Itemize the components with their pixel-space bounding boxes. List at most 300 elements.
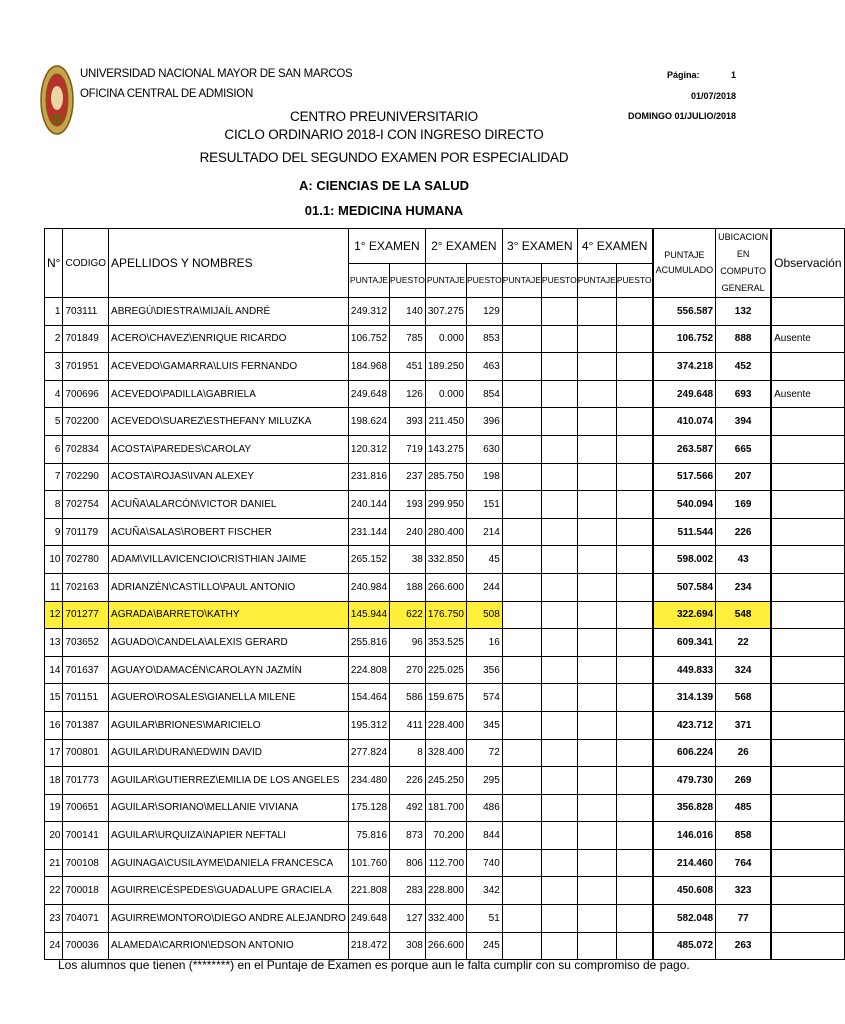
- col-ex2: 2° EXAMEN: [425, 229, 502, 264]
- cell-q1: 96: [390, 629, 426, 657]
- cell-n: 10: [45, 546, 63, 574]
- cell-empty: [577, 298, 616, 326]
- table-body: [45, 298, 845, 960]
- cell-p2: 332.400: [425, 905, 466, 933]
- cell-q1: 127: [390, 905, 426, 933]
- cell-empty: [502, 463, 541, 491]
- cell-n: 21: [45, 849, 63, 877]
- col-ex1-puesto: PUESTO: [390, 263, 426, 298]
- table-row: [45, 463, 845, 491]
- table-row: [45, 629, 845, 657]
- cell-nombre: ACEVEDO\PADILLA\GABRIELA: [109, 380, 349, 408]
- cell-nombre: AGUILAR\SORIANO\MELLANIE VIVIANA: [109, 794, 349, 822]
- cell-empty: [616, 656, 652, 684]
- table-row: [45, 932, 845, 960]
- cell-nombre: ACUÑA\SALAS\ROBERT FISCHER: [109, 518, 349, 546]
- cell-n: 9: [45, 518, 63, 546]
- report-date-long: DOMINGO 01/JULIO/2018: [627, 111, 736, 121]
- cell-acum: 214.460: [653, 849, 716, 877]
- col-nombres: APELLIDOS Y NOMBRES: [109, 229, 349, 298]
- table-row: [45, 794, 845, 822]
- cell-obs: [771, 463, 844, 491]
- cell-acum: 322.694: [653, 601, 716, 629]
- cell-p1: 154.464: [348, 684, 389, 712]
- cell-codigo: 700036: [63, 932, 109, 960]
- table-row: [45, 767, 845, 795]
- cell-empty: [502, 353, 541, 381]
- cell-ubic: 858: [716, 822, 772, 850]
- col-observacion: Observación: [771, 229, 844, 298]
- cell-acum: 598.002: [653, 546, 716, 574]
- cell-empty: [541, 794, 577, 822]
- cell-empty: [616, 353, 652, 381]
- cell-n: 14: [45, 656, 63, 684]
- cell-codigo: 702163: [63, 573, 109, 601]
- cell-empty: [541, 546, 577, 574]
- cell-empty: [502, 877, 541, 905]
- cell-empty: [577, 518, 616, 546]
- cell-empty: [502, 518, 541, 546]
- cell-obs: [771, 767, 844, 795]
- cell-q1: 193: [390, 491, 426, 519]
- cell-q2: 129: [467, 298, 503, 326]
- table-row: [45, 325, 845, 353]
- cell-acum: 146.016: [653, 822, 716, 850]
- cell-acum: 356.828: [653, 794, 716, 822]
- cell-q1: 785: [390, 325, 426, 353]
- cell-empty: [502, 298, 541, 326]
- cell-q2: 245: [467, 932, 503, 960]
- title-line-3: RESULTADO DEL SEGUNDO EXAMEN POR ESPECIALIDAD: [199, 150, 569, 165]
- cell-acum: 449.833: [653, 656, 716, 684]
- cell-obs: Ausente: [771, 325, 844, 353]
- cell-p2: 353.525: [425, 629, 466, 657]
- cell-codigo: 703652: [63, 629, 109, 657]
- cell-p2: 189.250: [425, 353, 466, 381]
- table-row: [45, 491, 845, 519]
- cell-p2: 159.675: [425, 684, 466, 712]
- cell-n: 20: [45, 822, 63, 850]
- table-row: [45, 435, 845, 463]
- cell-empty: [616, 767, 652, 795]
- cell-empty: [616, 601, 652, 629]
- cell-empty: [541, 656, 577, 684]
- cell-empty: [577, 573, 616, 601]
- cell-obs: [771, 435, 844, 463]
- cell-p2: 266.600: [425, 573, 466, 601]
- cell-empty: [616, 518, 652, 546]
- cell-n: 2: [45, 325, 63, 353]
- cell-empty: [502, 822, 541, 850]
- cell-q2: 45: [467, 546, 503, 574]
- results-table: [44, 228, 845, 960]
- cell-q1: 38: [390, 546, 426, 574]
- cell-acum: 556.587: [653, 298, 716, 326]
- cell-ubic: 568: [716, 684, 772, 712]
- cell-ubic: 764: [716, 849, 772, 877]
- cell-nombre: ADRIANZÉN\CASTILLO\PAUL ANTONIO: [109, 573, 349, 601]
- cell-q2: 396: [467, 408, 503, 436]
- cell-empty: [502, 408, 541, 436]
- cell-empty: [502, 739, 541, 767]
- cell-empty: [616, 905, 652, 933]
- cell-ubic: 132: [716, 298, 772, 326]
- cell-obs: [771, 573, 844, 601]
- cell-acum: 517.566: [653, 463, 716, 491]
- cell-empty: [502, 325, 541, 353]
- cell-p1: 221.808: [348, 877, 389, 905]
- cell-p2: 0.000: [425, 325, 466, 353]
- cell-q1: 492: [390, 794, 426, 822]
- cell-ubic: 26: [716, 739, 772, 767]
- cell-nombre: ABREGÚ\DIESTRA\MIJAÍL ANDRÉ: [109, 298, 349, 326]
- cell-empty: [616, 711, 652, 739]
- cell-ubic: 452: [716, 353, 772, 381]
- cell-nombre: ACOSTA\ROJAS\IVAN ALEXEY: [109, 463, 349, 491]
- cell-codigo: 700696: [63, 380, 109, 408]
- cell-empty: [541, 601, 577, 629]
- cell-q1: 622: [390, 601, 426, 629]
- cell-n: 3: [45, 353, 63, 381]
- cell-empty: [616, 463, 652, 491]
- cell-p1: 255.816: [348, 629, 389, 657]
- cell-p2: 332.850: [425, 546, 466, 574]
- cell-empty: [502, 491, 541, 519]
- cell-codigo: 700801: [63, 739, 109, 767]
- cell-p2: 211.450: [425, 408, 466, 436]
- cell-empty: [502, 656, 541, 684]
- cell-empty: [616, 298, 652, 326]
- cell-codigo: 702834: [63, 435, 109, 463]
- cell-empty: [577, 684, 616, 712]
- table-row: [45, 905, 845, 933]
- cell-nombre: AGUILAR\BRIONES\MARICIELO: [109, 711, 349, 739]
- page-number: 1: [730, 70, 736, 80]
- cell-p2: 228.400: [425, 711, 466, 739]
- cell-q1: 237: [390, 463, 426, 491]
- cell-obs: [771, 711, 844, 739]
- cell-p1: 240.144: [348, 491, 389, 519]
- cell-empty: [577, 794, 616, 822]
- cell-empty: [502, 794, 541, 822]
- cell-p1: 240.984: [348, 573, 389, 601]
- cell-q2: 508: [467, 601, 503, 629]
- cell-codigo: 700141: [63, 822, 109, 850]
- cell-ubic: 22: [716, 629, 772, 657]
- university-name: UNIVERSIDAD NACIONAL MAYOR DE SAN MARCOS: [80, 68, 353, 80]
- col-acumulado: [653, 229, 716, 298]
- cell-nombre: AGUILAR\URQUIZA\NAPIER NEFTALI: [109, 822, 349, 850]
- cell-nombre: ALAMEDA\CARRION\EDSON ANTONIO: [109, 932, 349, 960]
- cell-empty: [616, 380, 652, 408]
- cell-p1: 234.480: [348, 767, 389, 795]
- cell-empty: [577, 353, 616, 381]
- cell-empty: [616, 435, 652, 463]
- table-row: [45, 656, 845, 684]
- cell-empty: [577, 822, 616, 850]
- cell-p1: 145.944: [348, 601, 389, 629]
- cell-nombre: AGUIRRE\CÉSPEDES\GUADALUPE GRACIELA: [109, 877, 349, 905]
- cell-n: 1: [45, 298, 63, 326]
- cell-ubic: 548: [716, 601, 772, 629]
- title-line-2: CICLO ORDINARIO 2018-I CON INGRESO DIRECTO: [224, 127, 544, 142]
- cell-ubic: 665: [716, 435, 772, 463]
- cell-empty: [502, 601, 541, 629]
- cell-q2: 342: [467, 877, 503, 905]
- cell-obs: [771, 794, 844, 822]
- cell-empty: [577, 435, 616, 463]
- col-ubicacion-l2: EN COMPUTO: [720, 249, 767, 276]
- cell-obs: [771, 491, 844, 519]
- cell-ubic: 693: [716, 380, 772, 408]
- cell-ubic: 269: [716, 767, 772, 795]
- cell-n: 22: [45, 877, 63, 905]
- cell-p1: 195.312: [348, 711, 389, 739]
- cell-empty: [577, 546, 616, 574]
- page-label: Página:: [666, 70, 700, 80]
- cell-obs: [771, 546, 844, 574]
- cell-nombre: AGUILAR\GUTIERREZ\EMILIA DE LOS ANGELES: [109, 767, 349, 795]
- cell-q1: 451: [390, 353, 426, 381]
- cell-empty: [577, 380, 616, 408]
- cell-n: 16: [45, 711, 63, 739]
- cell-acum: 511.544: [653, 518, 716, 546]
- cell-p2: 266.600: [425, 932, 466, 960]
- cell-acum: 423.712: [653, 711, 716, 739]
- cell-codigo: 702754: [63, 491, 109, 519]
- table-row: [45, 739, 845, 767]
- cell-codigo: 701637: [63, 656, 109, 684]
- col-ex4-puesto: PUESTO: [616, 263, 652, 298]
- cell-q2: 72: [467, 739, 503, 767]
- cell-q2: 844: [467, 822, 503, 850]
- col-ex2-puntaje: PUNTAJE: [425, 263, 466, 298]
- cell-q2: 463: [467, 353, 503, 381]
- cell-p2: 176.750: [425, 601, 466, 629]
- cell-p2: 285.750: [425, 463, 466, 491]
- cell-p1: 249.312: [348, 298, 389, 326]
- cell-empty: [577, 408, 616, 436]
- cell-obs: [771, 877, 844, 905]
- cell-empty: [502, 629, 541, 657]
- cell-empty: [541, 877, 577, 905]
- cell-empty: [541, 353, 577, 381]
- cell-q1: 240: [390, 518, 426, 546]
- cell-empty: [541, 463, 577, 491]
- table-row: [45, 877, 845, 905]
- cell-empty: [577, 656, 616, 684]
- cell-empty: [616, 822, 652, 850]
- cell-q2: 244: [467, 573, 503, 601]
- table-row: [45, 711, 845, 739]
- cell-q1: 126: [390, 380, 426, 408]
- cell-codigo: 700108: [63, 849, 109, 877]
- cell-empty: [616, 739, 652, 767]
- cell-obs: [771, 822, 844, 850]
- cell-obs: [771, 656, 844, 684]
- cell-q2: 740: [467, 849, 503, 877]
- cell-codigo: 701951: [63, 353, 109, 381]
- cell-nombre: AGRADA\BARRETO\KATHY: [109, 601, 349, 629]
- cell-n: 24: [45, 932, 63, 960]
- cell-n: 15: [45, 684, 63, 712]
- cell-ubic: 43: [716, 546, 772, 574]
- cell-obs: Ausente: [771, 380, 844, 408]
- col-ex3-puntaje: PUNTAJE: [502, 263, 541, 298]
- cell-ubic: 226: [716, 518, 772, 546]
- cell-p2: 181.700: [425, 794, 466, 822]
- table-row: [45, 822, 845, 850]
- col-ex3-puesto: PUESTO: [541, 263, 577, 298]
- cell-q1: 188: [390, 573, 426, 601]
- cell-empty: [616, 325, 652, 353]
- cell-codigo: 701773: [63, 767, 109, 795]
- cell-q1: 283: [390, 877, 426, 905]
- cell-empty: [577, 739, 616, 767]
- cell-ubic: 485: [716, 794, 772, 822]
- cell-p2: 225.025: [425, 656, 466, 684]
- cell-p2: 228.800: [425, 877, 466, 905]
- cell-empty: [502, 711, 541, 739]
- cell-q2: 295: [467, 767, 503, 795]
- cell-q2: 854: [467, 380, 503, 408]
- cell-q1: 873: [390, 822, 426, 850]
- table-row: [45, 573, 845, 601]
- cell-empty: [541, 767, 577, 795]
- cell-p1: 75.816: [348, 822, 389, 850]
- cell-nombre: AGUILAR\DURAN\EDWIN DAVID: [109, 739, 349, 767]
- cell-empty: [541, 408, 577, 436]
- cell-empty: [616, 573, 652, 601]
- cell-p2: 112.700: [425, 849, 466, 877]
- cell-empty: [541, 932, 577, 960]
- cell-empty: [577, 325, 616, 353]
- cell-empty: [502, 546, 541, 574]
- cell-ubic: 888: [716, 325, 772, 353]
- cell-n: 6: [45, 435, 63, 463]
- cell-codigo: 700018: [63, 877, 109, 905]
- cell-p1: 265.152: [348, 546, 389, 574]
- cell-ubic: 323: [716, 877, 772, 905]
- cell-codigo: 702200: [63, 408, 109, 436]
- col-ex4-puntaje: PUNTAJE: [577, 263, 616, 298]
- cell-q2: 356: [467, 656, 503, 684]
- cell-n: 5: [45, 408, 63, 436]
- cell-q1: 719: [390, 435, 426, 463]
- cell-q2: 51: [467, 905, 503, 933]
- cell-p1: 120.312: [348, 435, 389, 463]
- cell-codigo: 701849: [63, 325, 109, 353]
- cell-q1: 586: [390, 684, 426, 712]
- cell-empty: [502, 905, 541, 933]
- cell-empty: [616, 794, 652, 822]
- cell-p1: 106.752: [348, 325, 389, 353]
- cell-empty: [541, 711, 577, 739]
- cell-p2: 0.000: [425, 380, 466, 408]
- cell-codigo: 703111: [63, 298, 109, 326]
- cell-n: 7: [45, 463, 63, 491]
- cell-q1: 140: [390, 298, 426, 326]
- cell-q2: 345: [467, 711, 503, 739]
- cell-p2: 70.200: [425, 822, 466, 850]
- cell-empty: [502, 573, 541, 601]
- cell-empty: [541, 739, 577, 767]
- cell-empty: [577, 932, 616, 960]
- cell-q1: 8: [390, 739, 426, 767]
- cell-codigo: 701277: [63, 601, 109, 629]
- cell-q1: 393: [390, 408, 426, 436]
- cell-n: 19: [45, 794, 63, 822]
- cell-empty: [502, 932, 541, 960]
- cell-ubic: 263: [716, 932, 772, 960]
- cell-codigo: 704071: [63, 905, 109, 933]
- cell-p2: 307.275: [425, 298, 466, 326]
- cell-empty: [541, 491, 577, 519]
- cell-acum: 106.752: [653, 325, 716, 353]
- cell-p2: 280.400: [425, 518, 466, 546]
- cell-q2: 574: [467, 684, 503, 712]
- table-row: [45, 408, 845, 436]
- col-ubicacion: [716, 229, 772, 298]
- cell-empty: [541, 849, 577, 877]
- cell-p2: 143.275: [425, 435, 466, 463]
- cell-p1: 198.624: [348, 408, 389, 436]
- cell-codigo: 702290: [63, 463, 109, 491]
- cell-n: 8: [45, 491, 63, 519]
- cell-empty: [577, 711, 616, 739]
- cell-ubic: 394: [716, 408, 772, 436]
- cell-acum: 540.094: [653, 491, 716, 519]
- cell-empty: [541, 905, 577, 933]
- cell-acum: 485.072: [653, 932, 716, 960]
- cell-p1: 277.824: [348, 739, 389, 767]
- cell-empty: [577, 767, 616, 795]
- col-acumulado-l1: PUNTAJE: [664, 250, 705, 260]
- cell-q2: 486: [467, 794, 503, 822]
- cell-q2: 198: [467, 463, 503, 491]
- cell-empty: [541, 435, 577, 463]
- cell-nombre: AGUAYO\DAMACÉN\CAROLAYN JAZMÍN: [109, 656, 349, 684]
- cell-q1: 226: [390, 767, 426, 795]
- cell-q1: 806: [390, 849, 426, 877]
- title-line-1: CENTRO PREUNIVERSITARIO: [290, 109, 478, 124]
- cell-n: 18: [45, 767, 63, 795]
- cell-nombre: ACERO\CHAVEZ\ENRIQUE RICARDO: [109, 325, 349, 353]
- cell-ubic: 324: [716, 656, 772, 684]
- cell-p1: 184.968: [348, 353, 389, 381]
- col-ex1: 1° EXAMEN: [348, 229, 425, 264]
- col-ex4: 4° EXAMEN: [577, 229, 652, 264]
- cell-nombre: ADAM\VILLAVICENCIO\CRISTHIAN JAIME: [109, 546, 349, 574]
- cell-empty: [577, 491, 616, 519]
- cell-p2: 245.250: [425, 767, 466, 795]
- cell-q1: 411: [390, 711, 426, 739]
- cell-acum: 609.341: [653, 629, 716, 657]
- cell-nombre: ACEVEDO\GAMARRA\LUIS FERNANDO: [109, 353, 349, 381]
- cell-ubic: 207: [716, 463, 772, 491]
- cell-nombre: AGUADO\CANDELA\ALEXIS GERARD: [109, 629, 349, 657]
- cell-acum: 314.139: [653, 684, 716, 712]
- table-header: [45, 229, 845, 298]
- cell-codigo: 701387: [63, 711, 109, 739]
- col-ex1-puntaje: PUNTAJE: [348, 263, 389, 298]
- cell-n: 11: [45, 573, 63, 601]
- cell-nombre: ACOSTA\PAREDES\CAROLAY: [109, 435, 349, 463]
- page-indicator: [667, 70, 736, 80]
- cell-obs: [771, 739, 844, 767]
- cell-p1: 101.760: [348, 849, 389, 877]
- cell-p1: 175.128: [348, 794, 389, 822]
